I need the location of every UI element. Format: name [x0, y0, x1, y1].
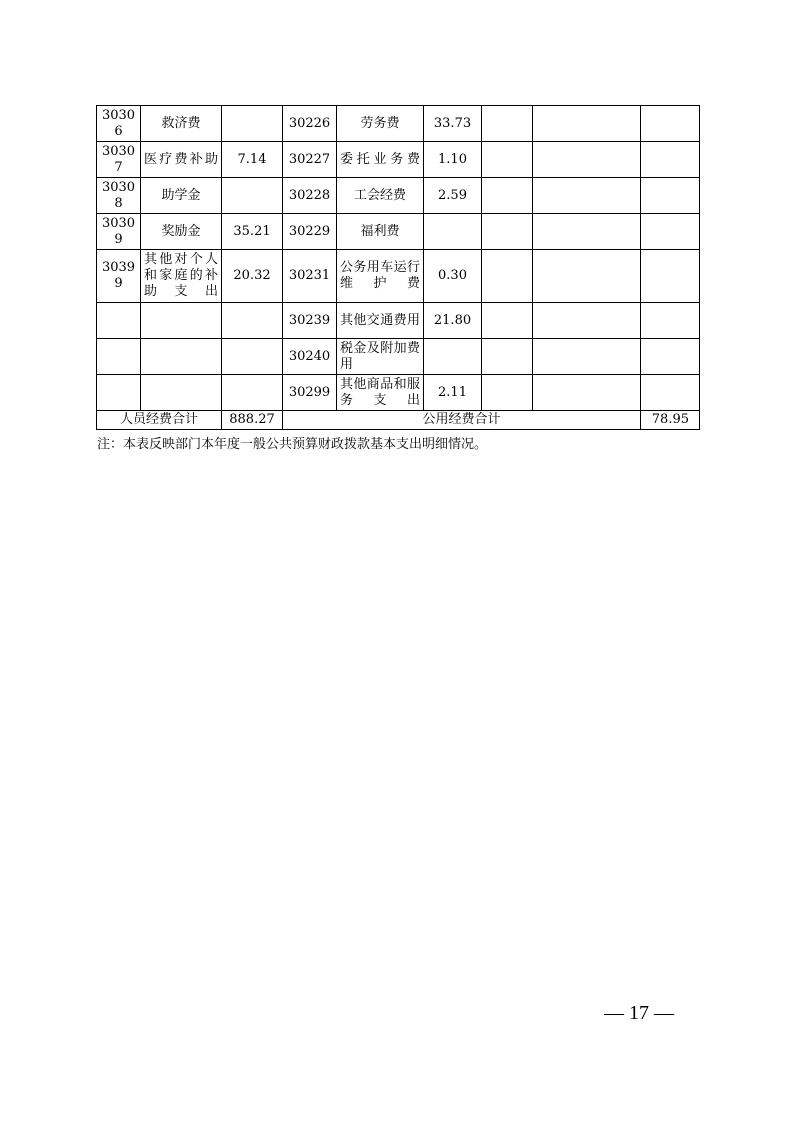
- empty-cell: [641, 375, 700, 411]
- empty-cell: [641, 250, 700, 303]
- personnel-item-amount: [222, 303, 283, 339]
- table-row: [97, 214, 700, 250]
- public-total-value: 78.95: [641, 411, 700, 430]
- public-item-code: 30240: [283, 339, 337, 375]
- public-item-code: 30228: [283, 178, 337, 214]
- public-item-amount: 21.80: [424, 303, 482, 339]
- personnel-item-code: 30306: [97, 106, 141, 142]
- personnel-item-name: 其他对个人和家庭的补助支出: [141, 250, 222, 303]
- empty-cell: [641, 106, 700, 142]
- empty-cell: [482, 375, 533, 411]
- empty-cell: [482, 250, 533, 303]
- personnel-total-value: 888.27: [222, 411, 283, 430]
- empty-cell: [533, 178, 641, 214]
- personnel-item-name: 奖励金: [141, 214, 222, 250]
- personnel-total-label: 人员经费合计: [97, 411, 222, 430]
- personnel-item-name: 救济费: [141, 106, 222, 142]
- table-row: [97, 250, 700, 303]
- empty-cell: [533, 303, 641, 339]
- public-item-name: 公务用车运行维护费: [337, 250, 424, 303]
- personnel-item-code: [97, 303, 141, 339]
- public-item-name: 委托业务费: [337, 142, 424, 178]
- public-item-name: 劳务费: [337, 106, 424, 142]
- empty-cell: [533, 214, 641, 250]
- public-item-code: 30227: [283, 142, 337, 178]
- page-number: — 17 —: [604, 1002, 674, 1024]
- empty-cell: [482, 142, 533, 178]
- public-item-amount: 2.59: [424, 178, 482, 214]
- empty-cell: [641, 303, 700, 339]
- personnel-item-amount: [222, 339, 283, 375]
- public-item-amount: 1.10: [424, 142, 482, 178]
- table-row: [97, 339, 700, 375]
- public-item-name: 税金及附加费用: [337, 339, 424, 375]
- empty-cell: [533, 142, 641, 178]
- public-total-label: 公用经费合计: [283, 411, 641, 430]
- public-item-amount: [424, 214, 482, 250]
- table-row: [97, 178, 700, 214]
- table-row: [97, 375, 700, 411]
- empty-cell: [482, 339, 533, 375]
- table-row: [97, 303, 700, 339]
- totals-row: [97, 411, 700, 430]
- public-item-amount: [424, 339, 482, 375]
- empty-cell: [641, 339, 700, 375]
- public-item-amount: 0.30: [424, 250, 482, 303]
- public-item-code: 30226: [283, 106, 337, 142]
- personnel-item-name: 助学金: [141, 178, 222, 214]
- personnel-item-code: [97, 339, 141, 375]
- public-item-code: 30299: [283, 375, 337, 411]
- public-item-name: 其他商品和服务支出: [337, 375, 424, 411]
- empty-cell: [482, 178, 533, 214]
- personnel-item-amount: 20.32: [222, 250, 283, 303]
- personnel-item-name: 医疗费补助: [141, 142, 222, 178]
- public-item-amount: 33.73: [424, 106, 482, 142]
- public-item-name: 福利费: [337, 214, 424, 250]
- empty-cell: [641, 142, 700, 178]
- public-item-name: 其他交通费用: [337, 303, 424, 339]
- personnel-item-amount: [222, 178, 283, 214]
- empty-cell: [533, 339, 641, 375]
- personnel-item-code: [97, 375, 141, 411]
- empty-cell: [533, 106, 641, 142]
- table-row: [97, 142, 700, 178]
- empty-cell: [533, 375, 641, 411]
- personnel-item-amount: 7.14: [222, 142, 283, 178]
- public-item-name: 工会经费: [337, 178, 424, 214]
- basic-expenditure-detail-table: [96, 105, 700, 430]
- personnel-item-amount: [222, 106, 283, 142]
- public-item-amount: 2.11: [424, 375, 482, 411]
- table-footnote: 注：本表反映部门本年度一般公共预算财政拨款基本支出明细情况。: [97, 437, 488, 452]
- empty-cell: [641, 214, 700, 250]
- personnel-item-name: [141, 375, 222, 411]
- empty-cell: [482, 106, 533, 142]
- personnel-item-amount: 35.21: [222, 214, 283, 250]
- personnel-item-code: 30308: [97, 178, 141, 214]
- public-item-code: 30231: [283, 250, 337, 303]
- table-row: [97, 106, 700, 142]
- public-item-code: 30239: [283, 303, 337, 339]
- empty-cell: [641, 178, 700, 214]
- empty-cell: [482, 214, 533, 250]
- personnel-item-name: [141, 339, 222, 375]
- personnel-item-code: 30307: [97, 142, 141, 178]
- empty-cell: [533, 250, 641, 303]
- personnel-item-amount: [222, 375, 283, 411]
- public-item-code: 30229: [283, 214, 337, 250]
- personnel-item-code: 30399: [97, 250, 141, 303]
- empty-cell: [482, 303, 533, 339]
- personnel-item-code: 30309: [97, 214, 141, 250]
- personnel-item-name: [141, 303, 222, 339]
